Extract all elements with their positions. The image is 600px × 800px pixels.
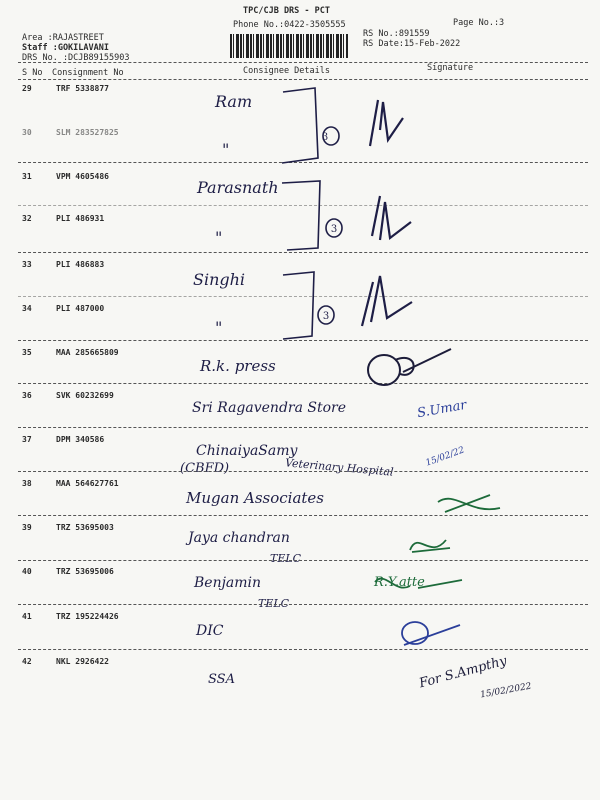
row-sno: 38 [22, 479, 32, 488]
row-consignment: MAA 285665809 [56, 348, 119, 357]
consignee-name: Sri Ragavendra Store [192, 400, 347, 416]
signature [370, 100, 403, 146]
row-sno: 35 [22, 348, 32, 357]
row-consignment: TRF 5338877 [56, 84, 109, 93]
row-sno: 32 [22, 214, 32, 223]
consignee-note: TELC [258, 597, 290, 610]
signature-text: For S.Ampthy [417, 653, 509, 692]
row-sno: 37 [22, 435, 32, 444]
consignee-note: Veterinary Hospital [284, 456, 395, 479]
consignee-name: " [215, 318, 223, 337]
signature [362, 276, 412, 326]
col-consignee: Consignee Details [243, 66, 330, 76]
consignee-name: Benjamin [194, 575, 262, 591]
bracket [283, 272, 314, 339]
row-consignment: TRZ 195224426 [56, 612, 119, 621]
consignee-name: SSA [208, 672, 235, 687]
document-title: TPC/CJB DRS - PCT [243, 6, 330, 16]
row-consignment: PLI 486931 [56, 214, 105, 223]
count-label: 3 [322, 311, 330, 322]
consignee-name: " [215, 228, 223, 247]
consignee-name: Jaya chandran [188, 530, 290, 546]
consignee-name: Singhi [193, 270, 246, 289]
bracket [282, 88, 318, 163]
row-sno: 34 [22, 304, 32, 313]
col-sno: S No [22, 68, 43, 78]
row-consignment: PLI 487000 [56, 304, 105, 313]
row-sno: 33 [22, 260, 32, 269]
row-consignment: PLI 486883 [56, 260, 105, 269]
phone-number: Phone No.:0422-3505555 [233, 20, 346, 30]
row-sno: 31 [22, 172, 32, 181]
staff-label: Staff :GOKILAVANI [22, 43, 109, 53]
rs-date: RS Date:15-Feb-2022 [363, 39, 461, 49]
bracket [282, 181, 320, 250]
row-sno: 42 [22, 657, 32, 666]
signature-text: S.Umar [416, 397, 468, 422]
row-sno: 39 [22, 523, 32, 532]
consignee-name: ChinaiyaSamy [196, 443, 298, 459]
drs-number: DRS No. :DCJB89155903 [22, 53, 130, 63]
page-number: Page No.:3 [453, 18, 505, 28]
row-consignment: SLM 283527825 [56, 128, 119, 137]
row-consignment: NKL 2926422 [56, 657, 109, 666]
signature-strokes [362, 100, 412, 326]
consignee-note: TELC [270, 552, 302, 565]
row-consignment: MAA 564627761 [56, 479, 119, 488]
area-label: Area :RAJASTREET [22, 33, 104, 43]
consignee-name: Parasnath [197, 178, 279, 197]
count-label: 3 [321, 132, 329, 143]
signature-date: 15/02/2022 [479, 681, 533, 701]
blue-signatures [402, 622, 460, 645]
row-consignment: SVK 60232699 [56, 391, 114, 400]
consignee-name: " [222, 140, 230, 159]
row-sno: 40 [22, 567, 32, 576]
row-sno: 30 [22, 128, 32, 137]
rs-number: RS No.:891559 [363, 29, 430, 39]
group-brackets [282, 88, 342, 339]
col-consignment: Consignment No [52, 68, 124, 78]
count-label: 3 [330, 224, 338, 235]
signature-date: 15/02/22 [424, 445, 466, 469]
consignee-name: Mugan Associates [186, 489, 324, 507]
row-consignment: TRZ 53695006 [56, 567, 114, 576]
row-sno: 36 [22, 391, 32, 400]
row-consignment: VPM 4605486 [56, 172, 109, 181]
signature [372, 196, 411, 240]
row-sno: 41 [22, 612, 32, 621]
consignee-note: (CBFD) [180, 461, 230, 476]
consignee-name: R.k. press [200, 357, 276, 375]
consignee-name: Ram [215, 92, 253, 111]
rk-signature [368, 349, 451, 385]
row-consignment: TRZ 53695003 [56, 523, 114, 532]
row-sno: 29 [22, 84, 32, 93]
row-consignment: DPM 340586 [56, 435, 105, 444]
consignee-name: DIC [196, 623, 224, 639]
col-signature: Signature [427, 63, 474, 73]
signature-text: R.Y.atte [374, 575, 425, 590]
